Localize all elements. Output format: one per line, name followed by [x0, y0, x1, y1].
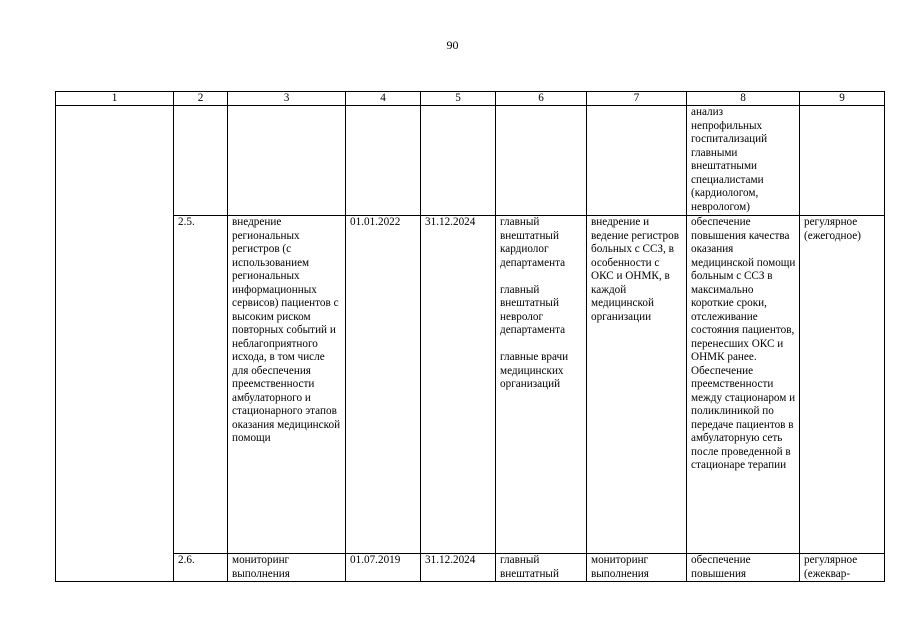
- cell-goal: обеспечение повышения: [687, 554, 800, 582]
- header-col-2: 2: [174, 92, 228, 106]
- cell-start-date: 01.07.2019: [346, 554, 421, 582]
- cell-end-date: 31.12.2024: [421, 554, 496, 582]
- cell-empty: [228, 106, 346, 216]
- header-col-6: 6: [496, 92, 587, 106]
- cell-empty: [496, 106, 587, 216]
- header-col-7: 7: [587, 92, 687, 106]
- cell-end-date: 31.12.2024: [421, 216, 496, 554]
- responsible-neurologist: главный внештатный невролог департамента: [500, 283, 566, 336]
- section-cell-col-1: [56, 106, 174, 582]
- cell-goal: обеспечение повышения качества оказания медицинской помощи больным с ССЗ в максимально короткие сроки, отслеживание состояния пациентов, перенесших ОКС и ОНМК ранее. Обеспечение преемственности между стационаром и поликлиникой по передаче пациентов в амбулаторную сеть после проведенной в стационаре терапии: [687, 216, 800, 554]
- header-col-8: 8: [687, 92, 800, 106]
- cell-start-date: 01.01.2022: [346, 216, 421, 554]
- cell-number: 2.6.: [174, 554, 228, 582]
- responsible-chief-doctors: главные врачи медицинских организаций: [500, 351, 569, 390]
- responsible-cardiologist: главный внештатный кардиолог департамента: [500, 216, 566, 269]
- page-number: 90: [446, 38, 459, 52]
- cell-responsible: [496, 216, 587, 554]
- cell-responsible: главный внештатный: [496, 554, 587, 582]
- cell-empty: [174, 106, 228, 216]
- measures-table: [55, 91, 885, 582]
- cell-empty: [346, 106, 421, 216]
- cell-goal-continued: анализ непрофильных госпитализаций главными внештатными специалистами (кардиологом, неврологом): [687, 106, 800, 216]
- header-col-1: 1: [56, 92, 174, 106]
- cell-empty: [800, 106, 885, 216]
- cell-number: 2.5.: [174, 216, 228, 554]
- cell-empty: [587, 106, 687, 216]
- cell-frequency: регулярное (ежегодное): [800, 216, 885, 554]
- header-col-3: 3: [228, 92, 346, 106]
- cell-frequency: регулярное (ежеквар-: [800, 554, 885, 582]
- header-col-9: 9: [800, 92, 885, 106]
- cell-result: внедрение и ведение регистров больных с ССЗ, в особенности с ОКС и ОНМК, в каждой медицинской организации: [587, 216, 687, 554]
- cell-measure: мониторинг выполнения: [228, 554, 346, 582]
- table-row-2-6: [56, 554, 885, 582]
- header-row: [56, 92, 885, 106]
- table-row-2-5: [56, 216, 885, 554]
- cell-result: мониторинг выполнения: [587, 554, 687, 582]
- cell-empty: [421, 106, 496, 216]
- header-col-5: 5: [421, 92, 496, 106]
- header-col-4: 4: [346, 92, 421, 106]
- table-row-continued: [56, 106, 885, 216]
- cell-measure: внедрение региональных регистров (с использованием региональных информационных сервисов) пациентов с высоким риском повторных событий и неблагоприятного исхода, в том числе для обеспечения преемственности амбулаторного и стационарного этапов оказания медицинской помощи: [228, 216, 346, 554]
